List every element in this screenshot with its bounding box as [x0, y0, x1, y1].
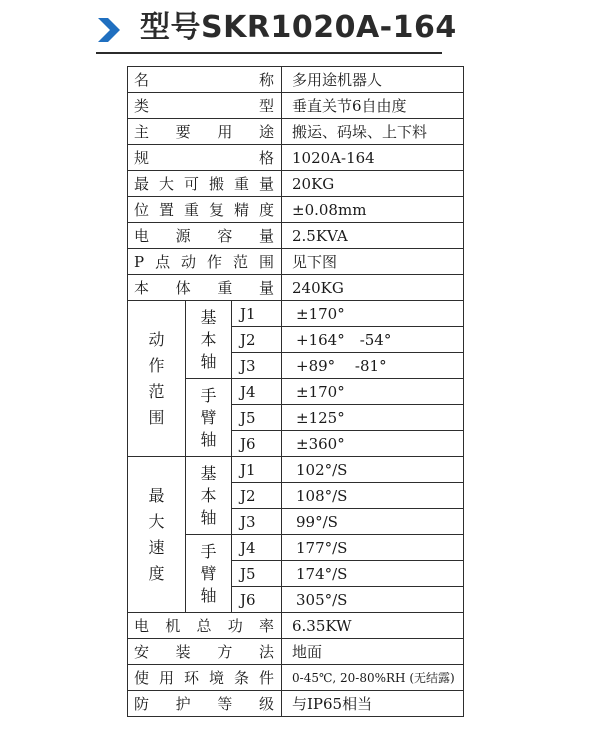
joint-value: ±360°	[282, 431, 464, 457]
row-label: 最大可搬重量	[128, 171, 282, 197]
joint-value: ±170°	[282, 379, 464, 405]
joint-value: 174°/S	[282, 561, 464, 587]
joint-value: +164° -54°	[282, 327, 464, 353]
table-row	[128, 145, 464, 171]
speed-arm-axis: 手 臂 轴	[186, 535, 232, 613]
row-value: ±0.08mm	[282, 197, 464, 223]
row-value: 2.5KVA	[282, 223, 464, 249]
table-row	[128, 223, 464, 249]
row-label: 主要用途	[128, 119, 282, 145]
joint-name: J4	[232, 379, 282, 405]
table-row	[128, 171, 464, 197]
joint-value: 102°/S	[282, 457, 464, 483]
row-value: 0-45℃, 20-80%RH (无结露)	[282, 665, 464, 691]
row-value: 与IP65相当	[282, 691, 464, 717]
spec-table	[127, 66, 464, 717]
row-value: 1020A-164	[282, 145, 464, 171]
joint-name: J1	[232, 457, 282, 483]
row-label: 规格	[128, 145, 282, 171]
joint-name: J6	[232, 431, 282, 457]
page-header	[0, 0, 601, 62]
joint-name: J2	[232, 327, 282, 353]
joint-value: +89° -81°	[282, 353, 464, 379]
speed-group-label: 最 大 速 度	[128, 457, 186, 613]
table-row	[128, 691, 464, 717]
table-row	[128, 249, 464, 275]
table-row	[128, 613, 464, 639]
range-basic-axis: 基 本 轴	[186, 301, 232, 379]
joint-value: 99°/S	[282, 509, 464, 535]
joint-name: J1	[232, 301, 282, 327]
table-row	[128, 93, 464, 119]
range-group-label: 动 作 范 围	[128, 301, 186, 457]
joint-value: 108°/S	[282, 483, 464, 509]
row-label: 位置重复精度	[128, 197, 282, 223]
table-row	[128, 119, 464, 145]
chevron-right-icon	[96, 16, 124, 44]
row-label: 本体重量	[128, 275, 282, 301]
table-row	[128, 665, 464, 691]
joint-name: J5	[232, 405, 282, 431]
joint-value: 305°/S	[282, 587, 464, 613]
row-value: 地面	[282, 639, 464, 665]
joint-value: ±170°	[282, 301, 464, 327]
table-row	[128, 197, 464, 223]
joint-name: J5	[232, 561, 282, 587]
row-label: 电机总功率	[128, 613, 282, 639]
table-row	[128, 301, 464, 327]
table-row	[128, 67, 464, 93]
table-row	[128, 275, 464, 301]
row-value: 垂直关节6自由度	[282, 93, 464, 119]
row-value: 240KG	[282, 275, 464, 301]
joint-name: J3	[232, 353, 282, 379]
range-arm-axis: 手 臂 轴	[186, 379, 232, 457]
row-label: 类型	[128, 93, 282, 119]
joint-value: 177°/S	[282, 535, 464, 561]
row-value: 6.35KW	[282, 613, 464, 639]
joint-name: J6	[232, 587, 282, 613]
joint-name: J3	[232, 509, 282, 535]
page-title: 型号SKR1020A-164	[140, 10, 457, 45]
row-value: 20KG	[282, 171, 464, 197]
row-label: 电源容量	[128, 223, 282, 249]
joint-name: J2	[232, 483, 282, 509]
row-label: 防护等级	[128, 691, 282, 717]
table-row	[128, 457, 464, 483]
row-label: 使用环境条件	[128, 665, 282, 691]
row-value: 搬运、码垛、上下料	[282, 119, 464, 145]
joint-name: J4	[232, 535, 282, 561]
row-label: P点动作范围	[128, 249, 282, 275]
row-label: 名称	[128, 67, 282, 93]
joint-value: ±125°	[282, 405, 464, 431]
speed-basic-axis: 基 本 轴	[186, 457, 232, 535]
row-label: 安装方法	[128, 639, 282, 665]
row-value: 见下图	[282, 249, 464, 275]
table-row	[128, 639, 464, 665]
title-underline	[96, 52, 442, 54]
row-value: 多用途机器人	[282, 67, 464, 93]
